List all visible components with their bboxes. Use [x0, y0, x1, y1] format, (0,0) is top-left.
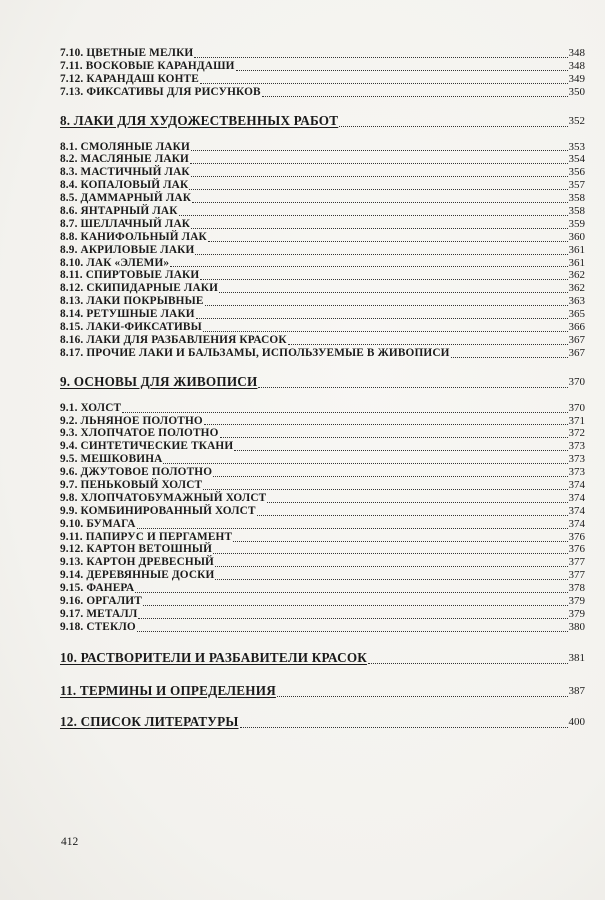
entry-page-number: 358	[568, 205, 585, 217]
entry-page-number: 357	[568, 179, 585, 192]
entry-title: 9.14. ДЕРЕВЯННЫЕ ДОСКИ	[60, 569, 215, 582]
toc-entry	[60, 608, 585, 621]
toc-chapter	[60, 650, 585, 666]
toc-entry	[60, 295, 585, 308]
entry-page-number: 373	[568, 440, 585, 453]
toc-entry	[60, 192, 585, 205]
entry-page-number: 348	[568, 46, 585, 59]
toc-entry	[60, 334, 585, 347]
entry-title: 8.12. СКИПИДАРНЫЕ ЛАКИ	[60, 282, 219, 295]
entry-title: 9.8. ХЛОПЧАТОБУМАЖНЫЙ ХОЛСТ	[60, 491, 267, 504]
entry-title: 8.16. ЛАКИ ДЛЯ РАЗБАВЛЕНИЯ КРАСОК	[60, 333, 287, 346]
dot-leader	[288, 344, 568, 345]
dot-leader	[236, 70, 568, 71]
toc-chapter	[60, 113, 585, 129]
dot-leader	[208, 241, 568, 242]
toc-entry	[60, 47, 585, 60]
dot-leader	[192, 202, 567, 203]
entry-title: 8.5. ДАММАРНЫЙ ЛАК	[60, 192, 192, 205]
toc-entry	[60, 244, 585, 257]
toc-entry	[60, 179, 585, 192]
toc-entry	[60, 73, 585, 86]
table-of-contents	[60, 47, 585, 730]
dot-leader	[200, 83, 568, 84]
entry-title: 9.7. ПЕНЬКОВЫЙ ХОЛСТ	[60, 479, 203, 492]
dot-leader	[194, 57, 567, 58]
toc-entry	[60, 479, 585, 492]
dot-leader	[189, 189, 567, 190]
entry-page-number: 358	[568, 192, 585, 205]
dot-leader	[267, 502, 567, 503]
entry-page-number: 381	[568, 651, 585, 664]
dot-leader	[196, 318, 568, 319]
toc-entry	[60, 453, 585, 466]
entry-title: 9.13. КАРТОН ДРЕВЕСНЫЙ	[60, 556, 214, 569]
entry-page-number: 371	[568, 414, 585, 427]
toc-entry	[60, 466, 585, 479]
entry-title: 9.11. ПАПИРУС И ПЕРГАМЕНТ	[60, 530, 233, 543]
dot-leader	[215, 566, 568, 567]
dot-leader	[170, 266, 567, 267]
dot-leader	[234, 450, 567, 451]
toc-chapter	[60, 714, 585, 730]
entry-page-number: 377	[568, 556, 585, 569]
dot-leader	[215, 579, 567, 580]
entry-title: 7.10. ЦВЕТНЫЕ МЕЛКИ	[60, 46, 194, 59]
entry-page-number: 360	[568, 230, 585, 243]
toc-entry	[60, 218, 585, 231]
toc-entry	[60, 595, 585, 608]
entry-page-number: 380	[568, 620, 585, 633]
dot-leader	[138, 618, 567, 619]
toc-entry	[60, 257, 585, 270]
entry-page-number: 362	[568, 269, 585, 282]
toc-entry	[60, 621, 585, 634]
entry-page-number: 374	[568, 491, 585, 504]
entry-title: 9.16. ОРГАЛИТ	[60, 595, 142, 608]
dot-leader	[240, 727, 568, 728]
entry-title: 8.13. ЛАКИ ПОКРЫВНЫЕ	[60, 295, 204, 308]
toc-entry	[60, 556, 585, 569]
entry-page-number: 356	[568, 166, 585, 179]
toc-chapter	[60, 683, 585, 699]
entry-title: 9.1. ХОЛСТ	[60, 401, 122, 414]
toc-entry	[60, 492, 585, 505]
entry-page-number: 374	[568, 517, 585, 530]
dot-leader	[213, 476, 567, 477]
entry-title: 8.8. КАНИФОЛЬНЫЙ ЛАК	[60, 230, 207, 243]
dot-leader	[219, 292, 567, 293]
entry-page-number: 348	[568, 59, 585, 72]
entry-title: 9.10. БУМАГА	[60, 517, 136, 530]
toc-entry	[60, 205, 585, 218]
dot-leader	[203, 331, 568, 332]
entry-title: 8.7. ШЕЛЛАЧНЫЙ ЛАК	[60, 217, 191, 230]
entry-title: 9.2. ЛЬНЯНОЕ ПОЛОТНО	[60, 414, 203, 427]
dot-leader	[204, 424, 568, 425]
entry-page-number: 377	[568, 569, 585, 582]
toc-entry	[60, 518, 585, 531]
entry-title: 9.4. СИНТЕТИЧЕСКИЕ ТКАНИ	[60, 440, 234, 453]
dot-leader	[143, 605, 568, 606]
dot-leader	[205, 305, 568, 306]
entry-title: 8.2. МАСЛЯНЫЕ ЛАКИ	[60, 153, 189, 166]
entry-title: 8.14. РЕТУШНЫЕ ЛАКИ	[60, 308, 195, 321]
toc-entry	[60, 440, 585, 453]
toc-entry	[60, 531, 585, 544]
dot-leader	[190, 163, 568, 164]
entry-page-number: 367	[568, 346, 585, 359]
chapter-title: 12. СПИСОК ЛИТЕРАТУРЫ	[60, 713, 239, 729]
dot-leader	[258, 387, 567, 388]
entry-title: 7.12. КАРАНДАШ КОНТЕ	[60, 72, 199, 85]
dot-leader	[122, 412, 567, 413]
entry-page-number: 376	[568, 530, 585, 543]
toc-entry	[60, 153, 585, 166]
entry-title: 7.11. ВОСКОВЫЕ КАРАНДАШИ	[60, 59, 235, 72]
entry-title: 8.6. ЯНТАРНЫЙ ЛАК	[60, 205, 178, 217]
dot-leader	[135, 592, 567, 593]
entry-page-number: 370	[568, 401, 585, 414]
dot-leader	[191, 228, 567, 229]
entry-page-number: 354	[568, 153, 585, 166]
entry-page-number: 373	[568, 466, 585, 479]
toc-entry	[60, 347, 585, 360]
entry-title: 9.5. МЕШКОВИНА	[60, 453, 163, 466]
entry-title: 9.18. СТЕКЛО	[60, 620, 136, 633]
chapter-title: 8. ЛАКИ ДЛЯ ХУДОЖЕСТВЕННЫХ РАБОТ	[60, 112, 339, 128]
toc-entry	[60, 308, 585, 321]
entry-page-number: 361	[568, 243, 585, 256]
dot-leader	[339, 126, 567, 127]
entry-page-number: 378	[568, 582, 585, 595]
entry-title: 9.9. КОМБИНИРОВАННЫЙ ХОЛСТ	[60, 504, 256, 517]
entry-title: 8.4. КОПАЛОВЫЙ ЛАК	[60, 179, 189, 192]
entry-title: 9.6. ДЖУТОВОЕ ПОЛОТНО	[60, 466, 213, 479]
page-number: 412	[61, 836, 79, 848]
entry-page-number: 400	[568, 715, 585, 728]
entry-page-number: 379	[568, 595, 585, 608]
dot-leader	[179, 215, 568, 216]
toc-entry	[60, 544, 585, 557]
entry-title: 8.17. ПРОЧИЕ ЛАКИ И БАЛЬЗАМЫ, ИСПОЛЬЗУЕМЫЕ В ЖИВОПИСИ	[60, 346, 450, 359]
entry-title: 9.17. МЕТАЛЛ	[60, 607, 138, 620]
dot-leader	[137, 631, 568, 632]
entry-page-number: 387	[568, 684, 585, 697]
toc-entry	[60, 402, 585, 415]
toc-entry	[60, 269, 585, 282]
chapter-title: 9. ОСНОВЫ ДЛЯ ЖИВОПИСИ	[60, 373, 258, 389]
dot-leader	[220, 437, 568, 438]
entry-title: 8.11. СПИРТОВЫЕ ЛАКИ	[60, 269, 200, 282]
entry-page-number: 366	[568, 321, 585, 334]
dot-leader	[191, 176, 568, 177]
entry-page-number: 359	[568, 217, 585, 230]
entry-page-number: 350	[568, 85, 585, 98]
dot-leader	[163, 463, 567, 464]
chapter-title: 10. РАСТВОРИТЕЛИ И РАЗБАВИТЕЛИ КРАСОК	[60, 649, 368, 665]
dot-leader	[200, 279, 567, 280]
entry-title: 8.10. ЛАК «ЭЛЕМИ»	[60, 256, 170, 269]
entry-title: 8.15. ЛАКИ-ФИКСАТИВЫ	[60, 321, 202, 334]
entry-page-number: 353	[568, 140, 585, 153]
entry-page-number: 352	[568, 114, 585, 127]
entry-title: 9.12. КАРТОН ВЕТОШНЫЙ	[60, 543, 213, 556]
entry-page-number: 361	[568, 256, 585, 269]
dot-leader	[257, 515, 568, 516]
entry-page-number: 370	[568, 375, 585, 388]
entry-page-number: 379	[568, 607, 585, 620]
toc-entry	[60, 141, 585, 154]
dot-leader	[191, 150, 568, 151]
entry-page-number: 376	[568, 543, 585, 556]
toc-entry	[60, 282, 585, 295]
entry-page-number: 372	[568, 427, 585, 440]
entry-page-number: 363	[568, 295, 585, 308]
toc-entry	[60, 166, 585, 179]
dot-leader	[195, 254, 567, 255]
entry-title: 8.1. СМОЛЯНЫЕ ЛАКИ	[60, 140, 190, 153]
toc-entry	[60, 321, 585, 334]
entry-title: 9.3. ХЛОПЧАТОЕ ПОЛОТНО	[60, 427, 219, 440]
toc-entry	[60, 569, 585, 582]
entry-page-number: 367	[568, 333, 585, 346]
entry-page-number: 362	[568, 282, 585, 295]
chapter-title: 11. ТЕРМИНЫ И ОПРЕДЕЛЕНИЯ	[60, 682, 276, 698]
toc-entry	[60, 60, 585, 73]
dot-leader	[262, 96, 568, 97]
dot-leader	[137, 528, 568, 529]
dot-leader	[368, 663, 567, 664]
dot-leader	[451, 357, 568, 358]
entry-title: 9.15. ФАНЕРА	[60, 582, 135, 595]
dot-leader	[277, 696, 568, 697]
entry-title: 8.3. МАСТИЧНЫЙ ЛАК	[60, 166, 190, 179]
entry-page-number: 374	[568, 504, 585, 517]
toc-entry	[60, 86, 585, 99]
entry-title: 7.13. ФИКСАТИВЫ ДЛЯ РИСУНКОВ	[60, 85, 261, 98]
dot-leader	[203, 489, 567, 490]
entry-page-number: 349	[568, 72, 585, 85]
toc-entry	[60, 582, 585, 595]
toc-entry	[60, 427, 585, 440]
entry-page-number: 373	[568, 453, 585, 466]
entry-page-number: 374	[568, 479, 585, 492]
dot-leader	[233, 541, 567, 542]
entry-page-number: 365	[568, 308, 585, 321]
dot-leader	[213, 553, 567, 554]
toc-entry	[60, 505, 585, 518]
toc-chapter	[60, 374, 585, 390]
toc-entry	[60, 231, 585, 244]
toc-entry	[60, 415, 585, 428]
entry-title: 8.9. АКРИЛОВЫЕ ЛАКИ	[60, 243, 195, 256]
